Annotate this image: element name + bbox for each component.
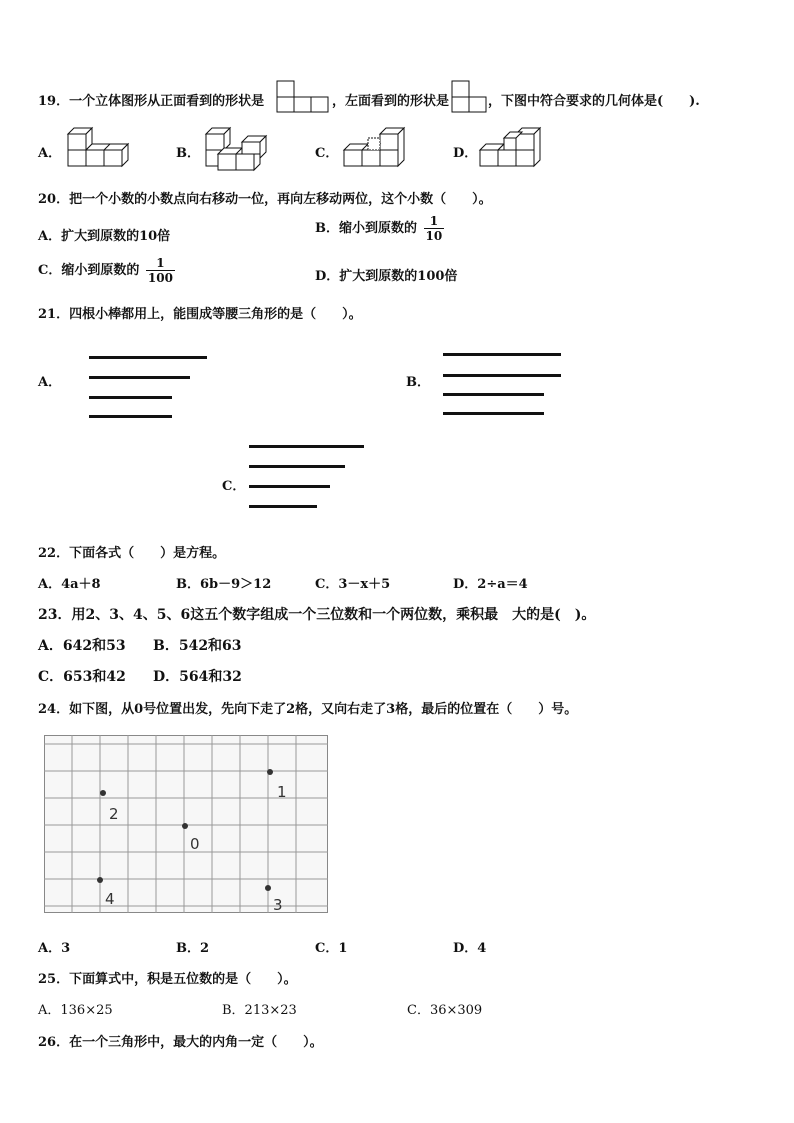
grid-label-0: 0: [190, 835, 200, 853]
stick-a2: [89, 376, 190, 379]
stick-c2: [249, 465, 345, 468]
q22-stem: 22．下面各式（ ）是方程。: [38, 546, 226, 561]
q24-option-b[interactable]: B．2: [176, 941, 210, 956]
q20-option-c[interactable]: [38, 256, 175, 285]
q25-option-b[interactable]: B．213×23: [222, 1003, 297, 1018]
grid-label-3: 3: [273, 896, 283, 914]
q24-option-a[interactable]: A．3: [38, 941, 71, 956]
q22-option-a[interactable]: A．4a＋8: [38, 577, 101, 592]
stick-c4: [249, 505, 317, 508]
q22-option-d[interactable]: D．2÷a＝4: [453, 577, 528, 592]
stick-c3: [249, 485, 330, 488]
cube-figure-c: [342, 124, 412, 172]
fraction-1-100: [146, 256, 175, 285]
q20-stem: 20．把一个小数的小数点向右移动一位，再向左移动两位，这个小数（ ）。: [38, 192, 492, 207]
fraction-denominator: 10: [425, 229, 443, 243]
q24-option-c[interactable]: C．1: [315, 941, 348, 956]
q21-option-a[interactable]: A．: [38, 375, 62, 390]
q19-option-a[interactable]: A．: [38, 146, 62, 161]
q23-option-c[interactable]: C．653和42: [38, 669, 126, 685]
q24-option-d[interactable]: D．4: [453, 941, 487, 956]
grid-point-4: [97, 877, 103, 883]
stick-a1: [89, 356, 207, 359]
fraction-numerator: 1: [424, 214, 445, 229]
fraction-numerator: 1: [146, 256, 175, 271]
q19-option-c[interactable]: C．: [315, 146, 339, 161]
q23-option-a[interactable]: A．642和53: [38, 638, 126, 654]
stick-c1: [249, 445, 364, 448]
q24-stem: 24．如下图，从0号位置出发，先向下走了2格，又向右走了3格，最后的位置在（ ）号。: [38, 702, 578, 717]
grid-label-1: 1: [277, 783, 287, 801]
q19-text-b: ，左面看到的形状是: [332, 94, 450, 109]
stick-b3: [443, 393, 544, 396]
grid-point-1: [267, 769, 273, 775]
q20-option-d[interactable]: D．扩大到原数的100倍: [315, 269, 458, 284]
stick-a3: [89, 396, 172, 399]
q21-option-c[interactable]: C．: [222, 479, 246, 494]
q23-option-b[interactable]: B．542和63: [153, 638, 242, 654]
grid-label-4: 4: [105, 890, 115, 908]
q19-text: [38, 90, 264, 109]
stick-a4: [89, 415, 172, 418]
q25-option-a[interactable]: A．136×25: [38, 1003, 113, 1018]
grid-point-2: [100, 790, 106, 796]
stick-b2: [443, 374, 561, 377]
cube-figure-b: [204, 124, 274, 172]
q21-option-b[interactable]: B．: [406, 375, 430, 390]
position-grid: [44, 735, 328, 913]
fraction-denominator: 100: [147, 271, 173, 285]
cube-figure-d: [478, 124, 548, 172]
stick-b4: [443, 412, 544, 415]
fraction-1-10: [424, 214, 445, 243]
q19-option-d[interactable]: D．: [453, 146, 478, 161]
q19-option-b[interactable]: B．: [176, 146, 200, 161]
stick-b1: [443, 353, 561, 356]
q20-option-b[interactable]: [315, 214, 444, 243]
q19-text-c: ，下图中符合要求的几何体是( ).: [488, 94, 700, 109]
front-view-figure: [276, 80, 330, 113]
q25-stem: 25．下面算式中，积是五位数的是（ ）。: [38, 972, 297, 987]
q23-stem: 23．用2、3、4、5、6这五个数字组成一个三位数和一个两位数，乘积最 大的是( )。: [38, 607, 596, 623]
q20-option-b-text: B．缩小到原数的: [315, 221, 417, 236]
q22-option-b[interactable]: B．6b－9＞12: [176, 577, 272, 592]
q25-option-c[interactable]: C．36×309: [407, 1003, 483, 1018]
q23-option-d[interactable]: D．564和32: [153, 669, 242, 685]
cube-figure-a: [66, 124, 136, 170]
q21-stem: 21．四根小棒都用上，能围成等腰三角形的是（ ）。: [38, 307, 362, 322]
q19-text-a: 19．一个立体图形从正面看到的形状是: [38, 94, 265, 109]
q20-option-c-text: C．缩小到原数的: [38, 263, 140, 278]
q26-stem: 26．在一个三角形中，最大的内角一定（ ）。: [38, 1035, 323, 1050]
grid-point-3: [265, 885, 271, 891]
grid-label-2: 2: [109, 805, 119, 823]
left-view-figure: [451, 80, 489, 113]
q22-option-c[interactable]: C．3－x＋5: [315, 577, 391, 592]
grid-point-0: [182, 823, 188, 829]
q20-option-a[interactable]: A．扩大到原数的10倍: [38, 229, 171, 244]
